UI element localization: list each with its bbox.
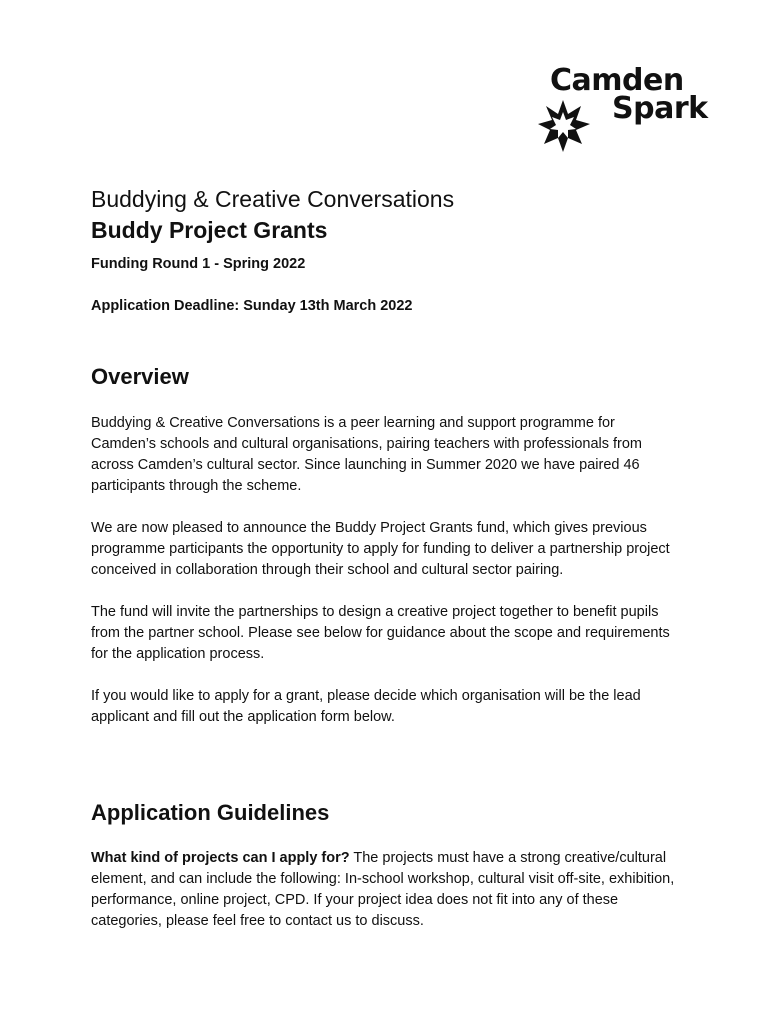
logo-word-spark: Spark <box>612 91 708 126</box>
camden-spark-logo <box>536 62 708 154</box>
application-deadline: Application Deadline: Sunday 13th March 2022 <box>91 298 413 314</box>
overview-paragraph-1: Buddying & Creative Conversations is a peer learning and support programme for Camden’s schools and cultural organisations, pairing teachers with professionals from across Camden’s cultural sector. Since launching in Summer 2020 we have paired 46 participants through the scheme. <box>91 415 643 494</box>
starburst-icon <box>536 98 592 154</box>
document-content <box>91 184 681 932</box>
guideline-q1-question: What kind of projects can I apply for? <box>91 850 350 866</box>
overview-paragraph-3: The fund will invite the partnerships to design a creative project together to benefit pupils from the partner school. Please see below for guidance about the scope and requirements for the application process. <box>91 604 670 662</box>
funding-round: Funding Round 1 - Spring 2022 <box>91 256 306 272</box>
programme-kicker: Buddying & Creative Conversations <box>91 186 455 212</box>
guideline-q1-answer: The projects must have a strong creative/cultural element, and can include the following: In-school workshop, cultural visit off-site, exhibition, performance, online project, CPD. If your project idea does not fit into any of these categories, please feel free to contact us to discuss. <box>91 850 675 929</box>
logo-word-camden: Camden <box>550 63 684 98</box>
page-title: Buddy Project Grants <box>91 217 328 243</box>
guideline-q1 <box>91 848 681 932</box>
overview-paragraph-4: If you would like to apply for a grant, please decide which organisation will be the lead applicant and fill out the application form below. <box>91 688 641 725</box>
guidelines-heading: Application Guidelines <box>91 800 330 825</box>
overview-paragraph-2: We are now pleased to announce the Buddy Project Grants fund, which gives previous programme participants the opportunity to apply for funding to deliver a partnership project conceived in collaboration through their school and cultural sector pairing. <box>91 520 670 578</box>
overview-heading: Overview <box>91 364 189 389</box>
